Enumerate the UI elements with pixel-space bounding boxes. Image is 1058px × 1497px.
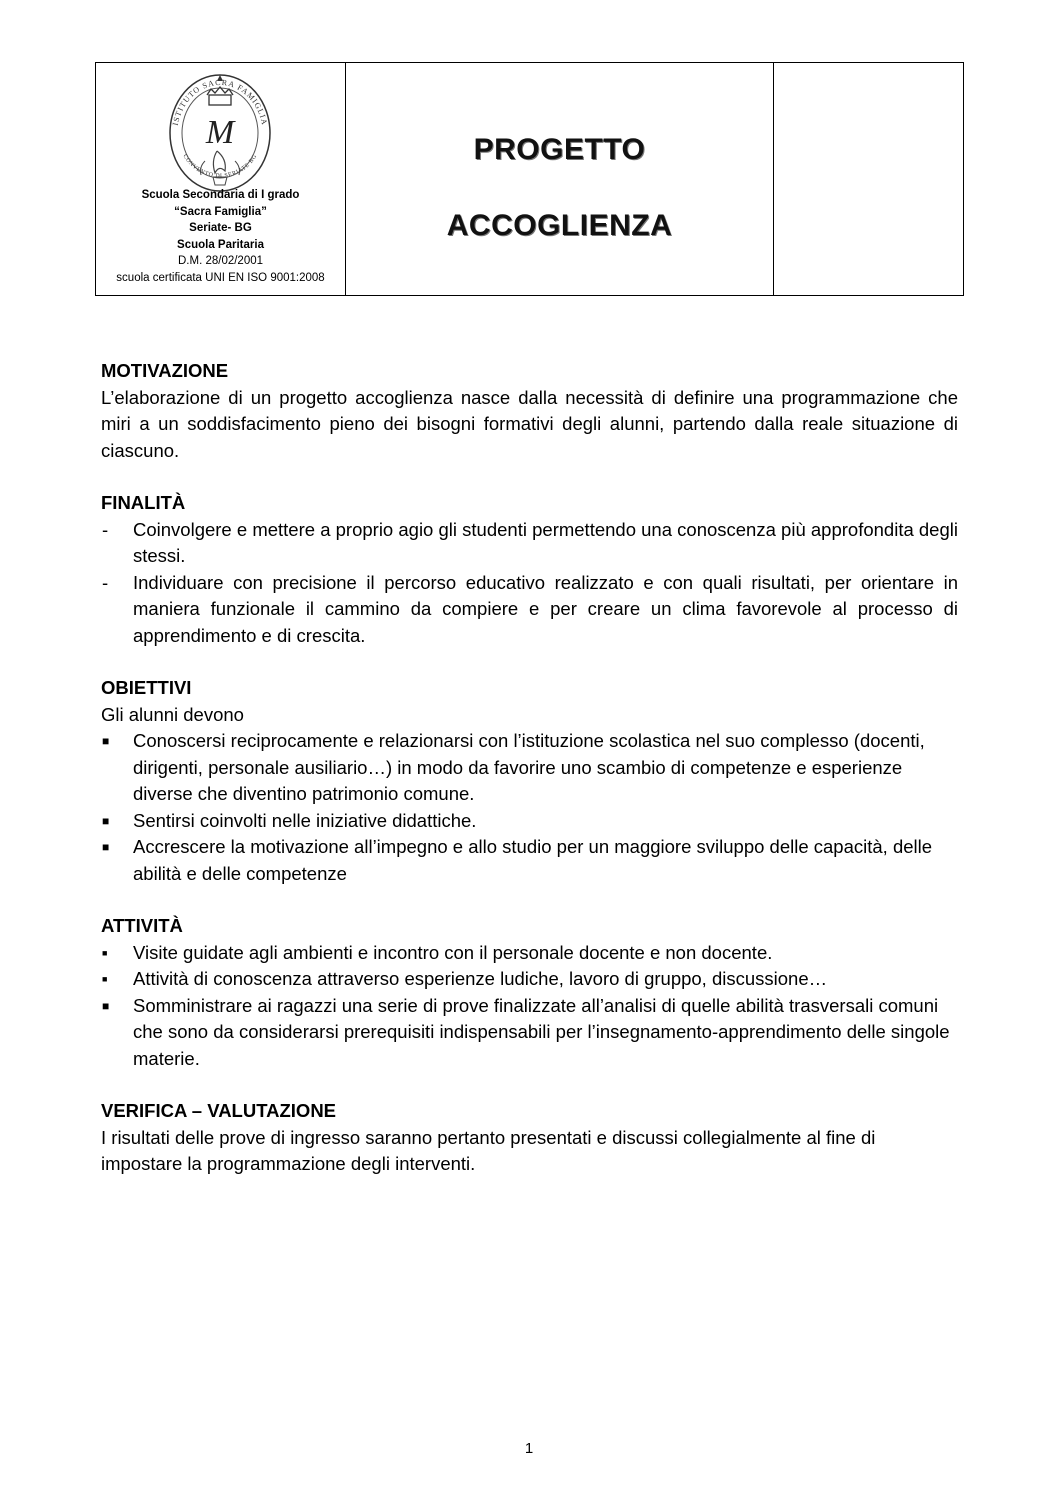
header-table [95,62,964,296]
section-heading: ATTIVITÀ [101,915,183,936]
square-bullet-icon: ■ [102,947,108,958]
school-line: “Sacra Famiglia” [174,205,267,218]
dash-bullet: - [102,571,109,593]
section-paragraph: L’elaborazione di un progetto accoglienza nasce dalla necessità di definire una programmazione che miri a un soddisfacimento pieno dei bisogni formativi degli alunni, partendo dalla reale situazione di ciascuno. [101,386,958,461]
section-heading: FINALITÀ [101,492,186,513]
obiettivi-list [101,728,958,887]
header-empty-cell [774,63,963,295]
document-title-line1: PROGETTO [473,133,646,166]
list-item [101,940,958,967]
section-heading: OBIETTIVI [101,677,192,698]
list-item-text: Conoscersi reciprocamente e relazionarsi con l’istituzione scolastica nel suo complesso (docenti, dirigenti, personale ausiliario…) in modo da favorire uno scambio di competenze e esperienze diverse che diventino patrimonio comune. [133,730,925,804]
section-intro: Gli alunni devono [101,703,244,725]
section-motivazione [101,358,958,464]
svg-text:M: M [205,114,235,151]
header-school-cell [96,63,346,295]
school-seal-logo-icon [165,71,275,196]
seal-bottom-text: CONVENTO DI SERIATE BG [181,153,259,180]
list-item-text: Visite guidate agli ambienti e incontro con il personale docente e non docente. [133,941,773,963]
dash-bullet: - [102,518,109,540]
document-title-line2: ACCOGLIENZA [446,209,673,242]
list-item [101,728,958,808]
square-bullet-icon: ■ [102,998,110,1013]
seal-top-text: ISTITUTO SACRA FAMIGLIA [170,77,270,127]
school-line: Seriate- BG [189,222,252,234]
section-heading: MOTIVAZIONE [101,360,229,381]
list-item [101,834,958,887]
section-heading: VERIFICA – VALUTAZIONE [101,1100,337,1121]
list-item [101,517,958,570]
school-line: Scuola Secondaria di I grado [141,189,300,201]
school-line: scuola certificata UNI EN ISO 9001:2008 [116,271,325,284]
section-verifica [101,1098,958,1178]
section-finalita [101,490,958,649]
header-title-cell [346,63,774,295]
school-line: Scuola Paritaria [177,238,264,251]
section-obiettivi [101,675,958,887]
square-bullet-icon: ■ [102,840,110,854]
list-item [101,808,958,835]
square-bullet-icon: ■ [102,974,108,984]
square-bullet-icon: ■ [102,813,110,828]
list-item-text: Somministrare ai ragazzi una serie di prove finalizzate all’analisi di quelle abilità trasversali comuni che sono da considerarsi prerequisiti indispensabili per l’insegnamento-apprendimento delle singole materie. [133,994,950,1069]
document-body [101,358,958,1204]
list-item [101,966,958,993]
list-item-text: Accrescere la motivazione all’impegno e allo studio per un maggiore sviluppo delle capacità, delle abilità e delle competenze [133,836,933,884]
list-item [101,570,958,650]
list-item-text: Attività di conoscenza attraverso esperienze ludiche, lavoro di gruppo, discussione… [133,968,828,989]
school-info [96,187,345,286]
square-bullet-icon: ■ [102,734,110,748]
list-item-text: Sentirsi coinvolti nelle iniziative didattiche. [133,809,477,831]
finalita-list [101,517,958,650]
school-line: D.M. 28/02/2001 [177,255,264,267]
section-attivita [101,913,958,1072]
list-item-text: Individuare con precisione il percorso educativo realizzato e con quali risultati, per orientare in maniera funzionale il cammino da compiere e per creare un clima favorevole al processo di apprendimento e di crescita. [133,571,958,646]
svg-text:CONVENTO DI SERIATE BG [181,153,258,179]
section-paragraph: I risultati delle prove di ingresso saranno pertanto presentati e discussi collegialmente al fine di impostare la programmazione degli interventi. [101,1126,876,1174]
page-number: 1 [524,1440,534,1457]
list-item [101,993,958,1073]
list-item-text: Coinvolgere e mettere a proprio agio gli studenti permettendo una conoscenza più approfondita degli stessi. [133,518,958,566]
attivita-list [101,940,958,1073]
